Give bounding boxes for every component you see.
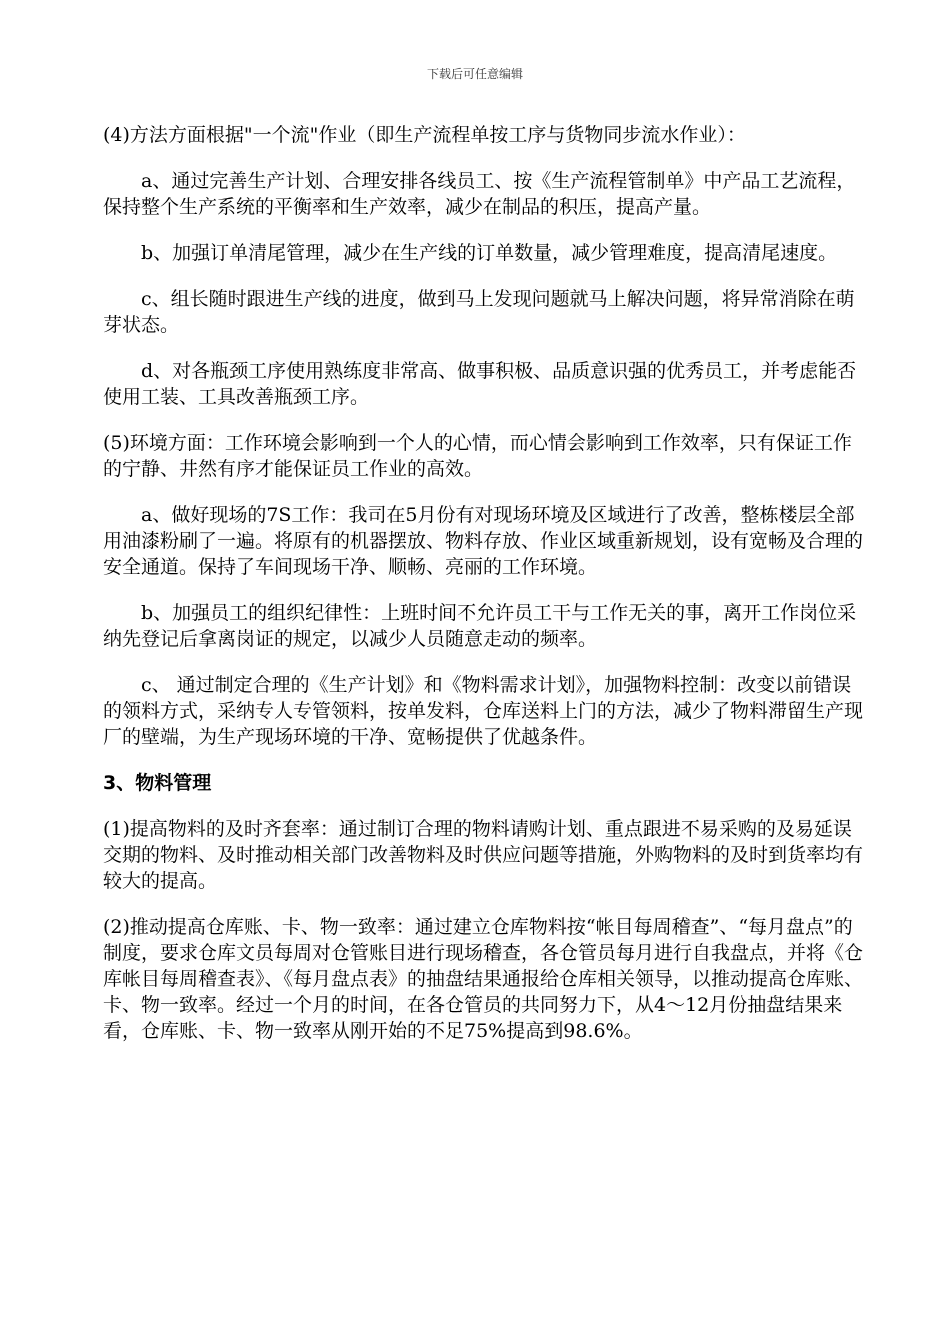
paragraph-method-a: a、通过完善生产计划、合理安排各线员工、按《生产流程管制单》中产品工艺流程，保持整个生产系统的平衡率和生产效率，减少在制品的积压，提高产量。 [103, 170, 856, 218]
paragraph-environment: (5)环境方面：工作环境会影响到一个人的心情，而心情会影响到工作效率，只有保证工作的宁静、井然有序才能保证员工作业的高效。 [103, 432, 852, 480]
paragraph-material-2: (2)推动提高仓库账、卡、物一致率：通过建立仓库物料按“帐目每周稽查”、“每月盘点”的制度，要求仓库文员每周对仓管账目进行现场稽查，各仓管员每月进行自我盘点，并将《仓库帐目每周稽查表》、《每月盘点表》的抽盘结果通报给仓库相关领导，以推动提高仓库账、卡、物一致率。经过一个月的时间，在各仓管员的共同努力下，从4～12月份抽盘结果来看，仓库账、卡、物一致率从刚开始的不足75%提高到98.6%。 [103, 916, 864, 1042]
page-header: 下载后可任意编辑 [426, 67, 523, 81]
paragraph-method-d: d、对各瓶颈工序使用熟练度非常高、做事积极、品质意识强的优秀员工，并考虑能否使用工装、工具改善瓶颈工序。 [103, 360, 857, 408]
document-body [103, 122, 868, 1064]
paragraph-environment-c: c、 通过制定合理的《生产计划》和《物料需求计划》，加强物料控制：改变以前错误的领料方式，采纳专人专管领料，按单发料，仓库送料上门的方法，减少了物料滞留生产现厂的壁端，为生产现场环境的干净、宽畅提供了优越条件。 [103, 674, 864, 748]
paragraph-method: (4)方法方面根据"一个流"作业（即生产流程单按工序与货物同步流水作业）： [103, 124, 746, 146]
paragraph-environment-b: b、加强员工的组织纪律性：上班时间不允许员工干与工作无关的事，离开工作岗位采纳先登记后拿离岗证的规定，以减少人员随意走动的频率。 [103, 602, 857, 650]
paragraph-environment-a: a、做好现场的7S工作：我司在5月份有对现场环境及区域进行了改善，整栋楼层全部用油漆粉刷了一遍。将原有的机器摆放、物料存放、作业区域重新规划，设有宽畅及合理的安全通道。保持了车间现场干净、顺畅、亮丽的工作环境。 [103, 504, 864, 578]
paragraph-method-c: c、组长随时跟进生产线的进度，做到马上发现问题就马上解决问题，将异常消除在萌芽状态。 [103, 288, 855, 336]
paragraph-material-1: (1)提高物料的及时齐套率：通过制订合理的物料请购计划、重点跟进不易采购的及易延误交期的物料、及时推动相关部门改善物料及时供应问题等措施，外购物料的及时到货率均有较大的提高。 [103, 818, 864, 892]
paragraph-method-b: b、加强订单清尾管理，减少在生产线的订单数量，减少管理难度，提高清尾速度。 [141, 242, 838, 264]
section-heading-material: 3、物料管理 [103, 772, 212, 794]
